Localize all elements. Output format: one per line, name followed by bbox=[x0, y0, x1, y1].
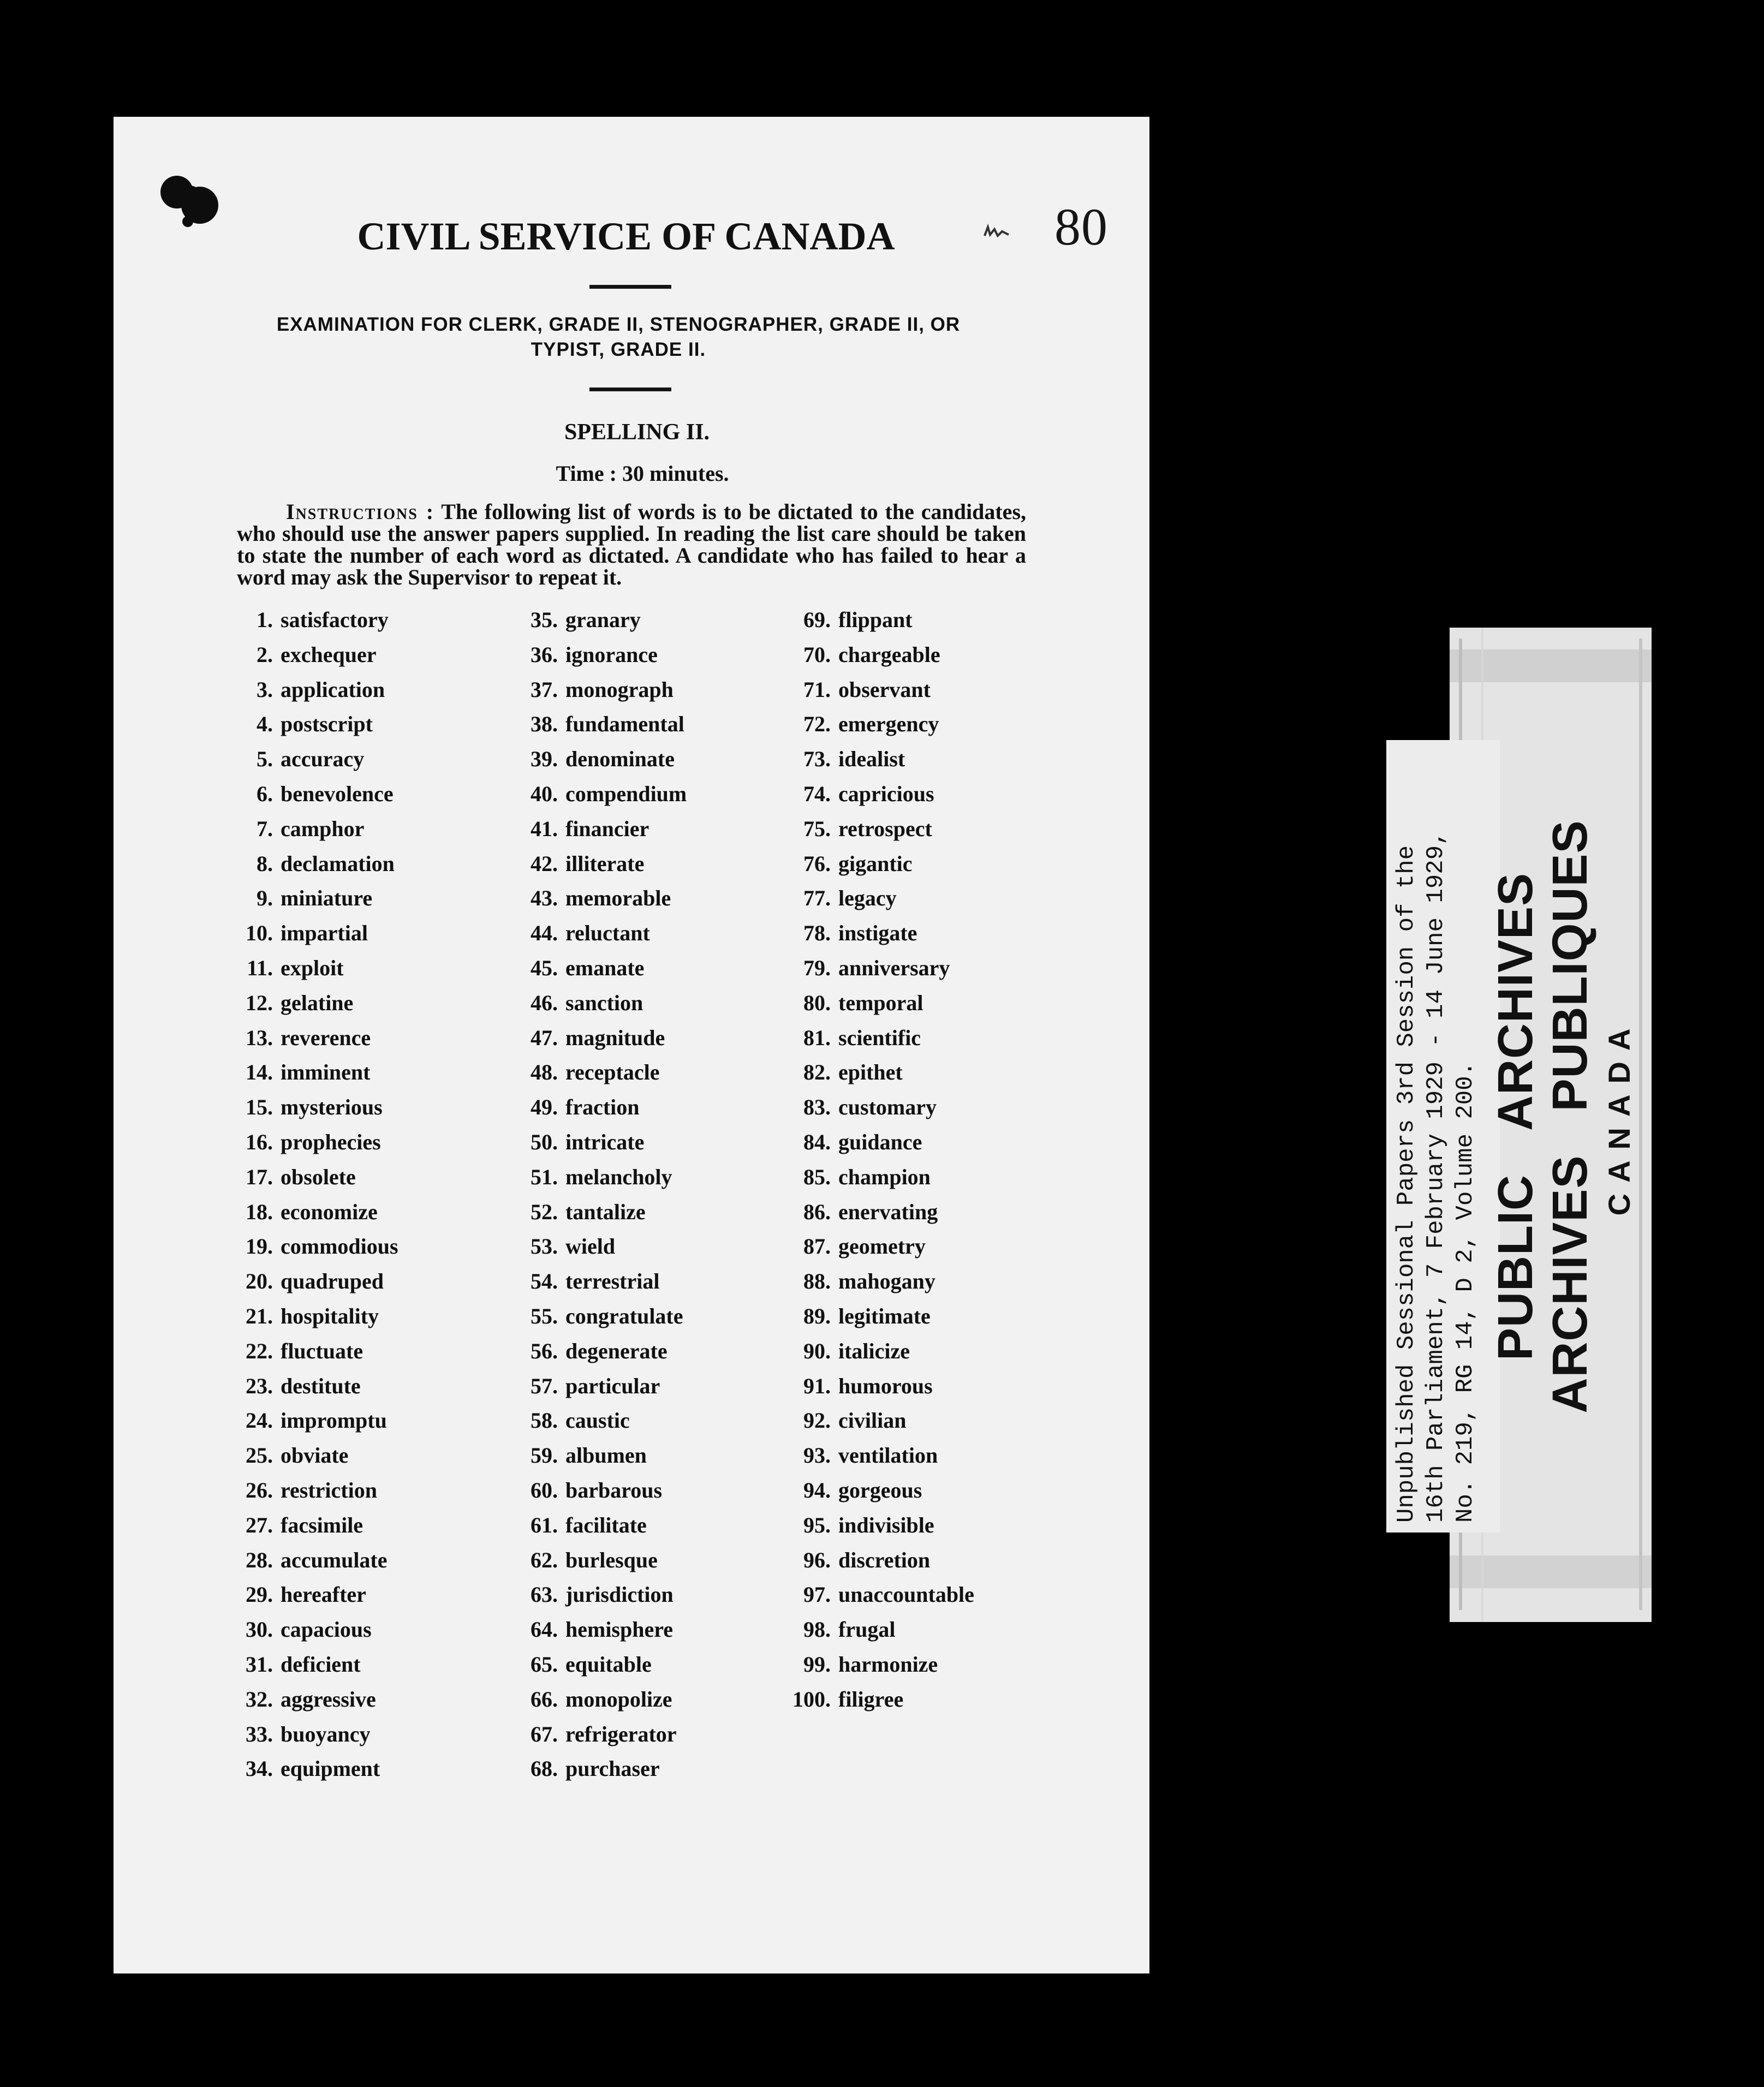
word-item: 67. refrigerator bbox=[531, 1721, 677, 1746]
instructions-label: Instructions : bbox=[286, 499, 435, 524]
word-item: 71. observant bbox=[803, 677, 931, 702]
word-item: 70. chargeable bbox=[803, 642, 940, 667]
word-item: 81. scientific bbox=[803, 1025, 921, 1050]
word-item: 5. accuracy bbox=[257, 747, 365, 772]
word-item: 73. idealist bbox=[803, 747, 905, 772]
word-item: 72. emergency bbox=[803, 712, 939, 737]
word-item: 88. mahogany bbox=[803, 1269, 935, 1294]
word-item: 84. guidance bbox=[803, 1129, 922, 1154]
word-item: 9. miniature bbox=[257, 886, 373, 911]
word-item: 76. gigantic bbox=[803, 851, 913, 876]
word-item: 62. burlesque bbox=[531, 1547, 658, 1572]
word-item: 31. deficient bbox=[246, 1651, 361, 1677]
word-item: 37. monograph bbox=[531, 677, 674, 702]
word-item: 28. accumulate bbox=[246, 1547, 388, 1572]
word-item: 18. economize bbox=[246, 1199, 378, 1224]
word-item: 64. hemisphere bbox=[531, 1617, 674, 1642]
word-item: 3. application bbox=[257, 677, 385, 702]
word-column-3 bbox=[784, 603, 974, 1717]
word-item: 29. hereafter bbox=[246, 1582, 366, 1607]
instructions-text: The following list of words is to be dictated to the candidates, who should use the answer papers supplied. In reading the list care should be taken to state the number of each word as dictated. A candidate who has failed to hear a word may ask the Supervisor to repeat it. bbox=[237, 499, 1027, 589]
word-item: 99. harmonize bbox=[803, 1651, 938, 1677]
word-item: 40. compendium bbox=[531, 781, 687, 806]
stamp-country: CANADA bbox=[1602, 1017, 1636, 1216]
stamp-english-line: PUBLICARCHIVES bbox=[1488, 872, 1543, 1361]
word-item: 34. equipment bbox=[246, 1756, 380, 1781]
word-item: 39. denominate bbox=[531, 747, 675, 772]
word-item: 95. indivisible bbox=[803, 1512, 934, 1537]
word-item: 69. flippant bbox=[803, 607, 913, 632]
word-item: 4. postscript bbox=[257, 712, 373, 737]
document-title: CIVIL SERVICE OF CANADA bbox=[357, 214, 895, 258]
word-item: 82. epithet bbox=[803, 1060, 903, 1085]
word-column-1 bbox=[240, 603, 398, 1786]
word-item: 52. tantalize bbox=[531, 1199, 646, 1224]
word-item: 30. capacious bbox=[246, 1617, 372, 1642]
word-item: 19. commodious bbox=[246, 1234, 398, 1259]
time-allowed: Time : 30 minutes. bbox=[556, 461, 729, 486]
word-item: 60. barbarous bbox=[531, 1477, 663, 1502]
page-number: 80 bbox=[1054, 198, 1108, 256]
word-item: 10. impartial bbox=[246, 921, 368, 946]
word-item: 85. champion bbox=[803, 1164, 931, 1189]
word-item: 17. obsolete bbox=[246, 1164, 356, 1189]
word-item: 32. aggressive bbox=[246, 1686, 376, 1712]
word-item: 27. facsimile bbox=[246, 1512, 363, 1537]
word-item: 80. temporal bbox=[803, 990, 923, 1015]
word-item: 98. frugal bbox=[803, 1617, 896, 1642]
word-item: 2. exchequer bbox=[257, 642, 377, 667]
divider-rule bbox=[589, 285, 671, 289]
word-item: 65. equitable bbox=[531, 1651, 652, 1677]
word-item: 77. legacy bbox=[803, 886, 897, 911]
word-item: 97. unaccountable bbox=[803, 1582, 974, 1607]
word-item: 83. customary bbox=[803, 1095, 937, 1120]
word-item: 89. legitimate bbox=[803, 1303, 931, 1328]
word-item: 58. caustic bbox=[531, 1408, 630, 1433]
word-item: 44. reluctant bbox=[531, 921, 650, 946]
stamp-french-line: ARCHIVESPUBLIQUES bbox=[1543, 820, 1598, 1414]
word-item: 35. granary bbox=[531, 607, 641, 632]
word-item: 24. impromptu bbox=[246, 1408, 387, 1433]
exam-sheet bbox=[114, 117, 1149, 1973]
word-item: 78. instigate bbox=[803, 921, 917, 946]
word-item: 41. financier bbox=[531, 816, 649, 841]
word-item: 79. anniversary bbox=[803, 955, 950, 980]
word-item: 54. terrestrial bbox=[531, 1269, 660, 1294]
word-item: 87. geometry bbox=[803, 1234, 926, 1259]
archive-label-line: No. 219, RG 14, D 2, Volume 200. bbox=[1452, 1062, 1479, 1523]
word-item: 6. benevolence bbox=[257, 781, 394, 806]
word-item: 7. camphor bbox=[257, 816, 365, 841]
word-item: 68. purchaser bbox=[531, 1756, 660, 1781]
archive-label-line: 16th Parliament, 7 February 1929 - 14 June 1929, bbox=[1422, 831, 1450, 1523]
word-item: 63. jurisdiction bbox=[531, 1582, 674, 1607]
word-item: 91. humorous bbox=[803, 1373, 933, 1398]
word-item: 14. imminent bbox=[246, 1060, 371, 1085]
word-item: 53. wield bbox=[531, 1234, 616, 1259]
word-item: 47. magnitude bbox=[531, 1025, 665, 1050]
word-item: 48. receptacle bbox=[531, 1060, 660, 1085]
word-item: 13. reverence bbox=[246, 1025, 371, 1050]
word-item: 50. intricate bbox=[531, 1129, 645, 1154]
instructions-paragraph bbox=[237, 501, 1026, 588]
word-column-2 bbox=[521, 603, 687, 1786]
word-item: 12. gelatine bbox=[246, 990, 354, 1015]
word-item: 49. fraction bbox=[531, 1095, 640, 1120]
word-item: 20. quadruped bbox=[246, 1269, 384, 1294]
word-item: 42. illiterate bbox=[531, 851, 645, 876]
word-item: 92. civilian bbox=[803, 1408, 907, 1433]
word-item: 86. enervating bbox=[803, 1199, 938, 1224]
word-item: 59. albumen bbox=[531, 1443, 647, 1468]
word-item: 22. fluctuate bbox=[246, 1338, 363, 1363]
word-item: 61. facilitate bbox=[531, 1512, 647, 1537]
exam-heading bbox=[239, 312, 998, 362]
word-item: 43. memorable bbox=[531, 886, 671, 911]
public-archives-stamp bbox=[1488, 816, 1668, 1417]
word-item: 25. obviate bbox=[246, 1443, 349, 1468]
archive-label-line: Unpublished Sessional Papers 3rd Session of the bbox=[1393, 845, 1420, 1523]
word-item: 66. monopolize bbox=[531, 1686, 672, 1712]
word-item: 33. buoyancy bbox=[246, 1721, 371, 1746]
exam-heading-line: EXAMINATION FOR CLERK, GRADE II, STENOGRAPHER, GRADE II, OR bbox=[276, 314, 961, 335]
word-item: 57. particular bbox=[531, 1373, 660, 1398]
exam-heading-line: TYPIST, GRADE II. bbox=[531, 339, 706, 360]
word-item: 45. emanate bbox=[531, 955, 645, 980]
word-item: 56. degenerate bbox=[531, 1338, 668, 1363]
word-item: 55. congratulate bbox=[531, 1303, 683, 1328]
word-item: 15. mysterious bbox=[246, 1095, 383, 1120]
word-item: 90. italicize bbox=[803, 1338, 910, 1363]
word-item: 94. gorgeous bbox=[803, 1477, 922, 1502]
word-item: 51. melancholy bbox=[531, 1164, 672, 1189]
word-item: 8. declamation bbox=[257, 851, 395, 876]
word-item: 26. restriction bbox=[246, 1477, 377, 1502]
word-item: 23. destitute bbox=[246, 1373, 361, 1398]
divider-rule bbox=[589, 387, 671, 391]
archive-reference-label bbox=[1392, 759, 1490, 1523]
word-item: 11. exploit bbox=[247, 955, 344, 980]
word-item: 100. filigree bbox=[792, 1686, 904, 1712]
word-item: 74. capricious bbox=[803, 781, 934, 806]
word-item: 16. prophecies bbox=[246, 1129, 381, 1154]
word-item: 36. ignorance bbox=[531, 642, 658, 667]
word-item: 38. fundamental bbox=[531, 712, 684, 737]
word-item: 21. hospitality bbox=[246, 1303, 379, 1328]
word-item: 46. sanction bbox=[531, 990, 643, 1015]
subject-heading: SPELLING II. bbox=[564, 420, 710, 445]
word-item: 1. satisfactory bbox=[257, 607, 389, 632]
word-item: 93. ventilation bbox=[803, 1443, 938, 1468]
word-item: 96. discretion bbox=[803, 1547, 931, 1572]
word-item: 75. retrospect bbox=[803, 816, 932, 841]
